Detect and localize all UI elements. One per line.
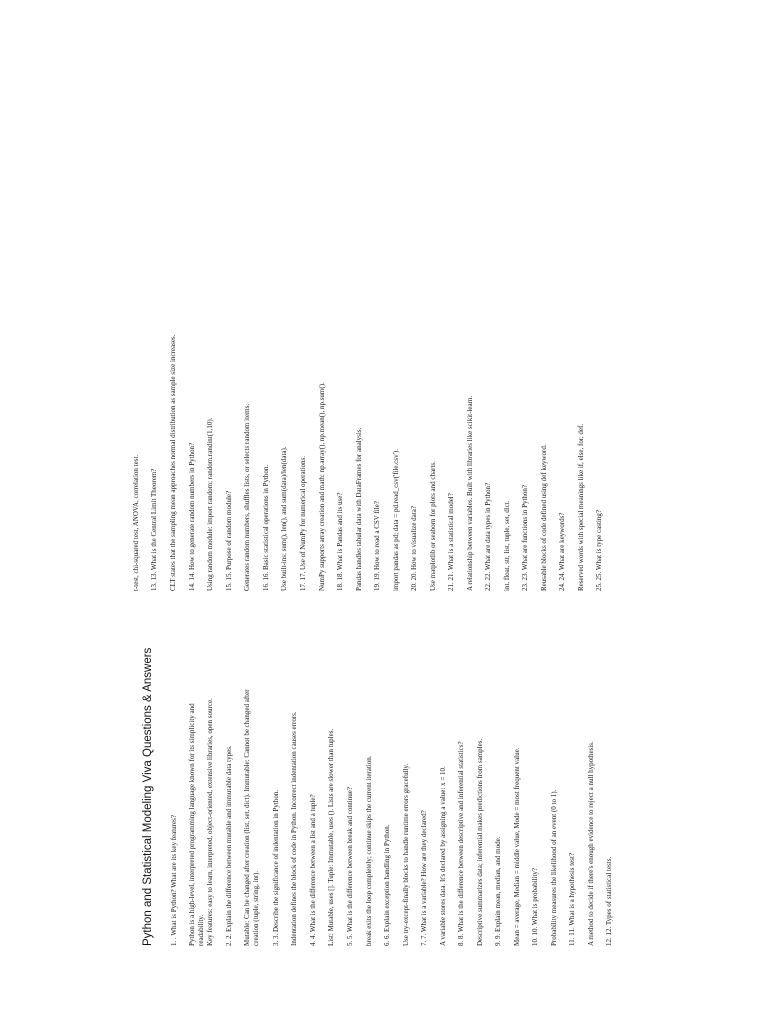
text-line: 17. 17. Use of NumPy for numerical operations. bbox=[299, 456, 307, 591]
text-line: Use try-except-finally blocks to handle runtime errors gracefully. bbox=[402, 763, 410, 946]
text-line: Pandas handles tabular data with DataFrames for analysis. bbox=[355, 427, 363, 591]
text-line: 20. 20. How to visualize data? bbox=[410, 506, 418, 591]
text-line: 8. 8. What is the difference between descriptive and inferential statistics? bbox=[457, 741, 465, 946]
text-line: readability. bbox=[197, 914, 205, 946]
text-line: 2. 2. Explain the difference between mutable and immutable data types. bbox=[225, 745, 233, 946]
text-line: 5. 5. What is the difference between break and continue? bbox=[346, 787, 354, 946]
text-line: Probability measures the likelihood of an event (0 to 1). bbox=[550, 789, 558, 946]
text-line: 22. 22. What are data types in Python? bbox=[484, 482, 492, 591]
text-line: Use built-ins: sum(), len(), and sum(data)/len(data). bbox=[280, 446, 288, 591]
text-line: 12. 12. Types of statistical tests. bbox=[605, 856, 613, 946]
text-line: A variable stores data. It's declared by assigning a value: x = 10. bbox=[439, 766, 447, 946]
text-line: 11. 11. What is a hypothesis test? bbox=[568, 852, 576, 946]
text-line: Generates random numbers, shuffles lists, or selects random items. bbox=[243, 403, 251, 591]
text-line: Use matplotlib or seaborn for plots and charts. bbox=[429, 461, 437, 591]
text-line: 15. 15. Purpose of random module? bbox=[225, 490, 233, 591]
text-line: 10. 10. What is probability? bbox=[531, 867, 539, 946]
text-line: 19. 19. How to read a CSV file? bbox=[373, 501, 381, 591]
text-line: 6. 6. Explain exception handling in Python. bbox=[383, 824, 391, 946]
text-line: break exits the loop completely; continue skips the current iteration. bbox=[365, 755, 373, 946]
text-line: 7. 7. What is a variable? How are they declared? bbox=[420, 810, 428, 946]
text-line: 1. . What is Python? What are its key features? bbox=[170, 815, 178, 946]
text-line: 24. 24. What are keywords? bbox=[558, 512, 566, 591]
text-line: 13. 13. What is the Central Limit Theorem? bbox=[150, 468, 158, 591]
text-line: Mean = average, Median = middle value, Mode = most frequent value. bbox=[513, 747, 521, 946]
text-line: 21. 21. What is a statistical model? bbox=[447, 493, 455, 591]
text-line: t-test, chi-squared test, ANOVA, correlation test. bbox=[132, 454, 140, 591]
text-line: Reserved words with special meanings like if, else, for, def. bbox=[577, 423, 585, 591]
text-line: Descriptive summarizes data; inferential makes predictions from samples. bbox=[476, 738, 484, 946]
text-line: Key features: easy to learn, interpreted, object-oriented, extensive libraries, open source. bbox=[206, 698, 214, 946]
text-line: A method to decide if there's enough evidence to reject a null hypothesis. bbox=[587, 741, 595, 946]
text-line: 16. 16. Basic statistical operations in Python. bbox=[262, 464, 270, 591]
text-line: CLT states that the sampling mean approaches normal distribution as sample size increases. bbox=[169, 334, 177, 591]
text-line: Indentation defines the block of code in Python. Incorrect indentation causes errors. bbox=[290, 711, 298, 946]
text-line: 18. 18. What is Pandas and its use? bbox=[336, 492, 344, 591]
page-title: Python and Statistical Modeling Viva Questions & Answers bbox=[142, 647, 154, 946]
text-line: 3. 3. Describe the significance of indentation in Python. bbox=[272, 789, 280, 946]
text-line: 9. 9. Explain mean, median, and mode. bbox=[494, 836, 502, 946]
text-line: 4. 4. What is the difference between a list and a tuple? bbox=[309, 794, 317, 946]
text-line: import pandas as pd; data = pd.read_csv('file.csv'). bbox=[392, 449, 400, 591]
text-line: Mutable: Can be changed after creation (list, set, dict). Immutable: Cannot be changed after bbox=[243, 689, 251, 946]
text-line: Python is a high-level, interpreted programming language known for its simplicity and bbox=[188, 703, 196, 946]
text-line: NumPy supports array creation and math: np.array(), np.mean(), np.sum(). bbox=[318, 382, 326, 591]
text-line: creation (tuple, string, int). bbox=[252, 870, 260, 946]
text-line: Using random module: import random; random.randint(1,10). bbox=[206, 417, 214, 591]
text-line: 23. 23. What are functions in Python? bbox=[521, 484, 529, 591]
text-line: int, float, str, list, tuple, set, dict. bbox=[503, 500, 511, 591]
text-line: 14. 14. How to generate random numbers in Python? bbox=[188, 442, 196, 591]
text-line: Reusable blocks of code defined using def keyword. bbox=[540, 444, 548, 591]
text-line: List: Mutable, uses []. Tuple: Immutable, uses (). Lists are slower than tuples. bbox=[327, 728, 335, 946]
text-line: 25. 25. What is type casting? bbox=[595, 510, 603, 591]
text-line: A relationship between variables. Built with libraries like scikit-learn. bbox=[466, 395, 474, 591]
